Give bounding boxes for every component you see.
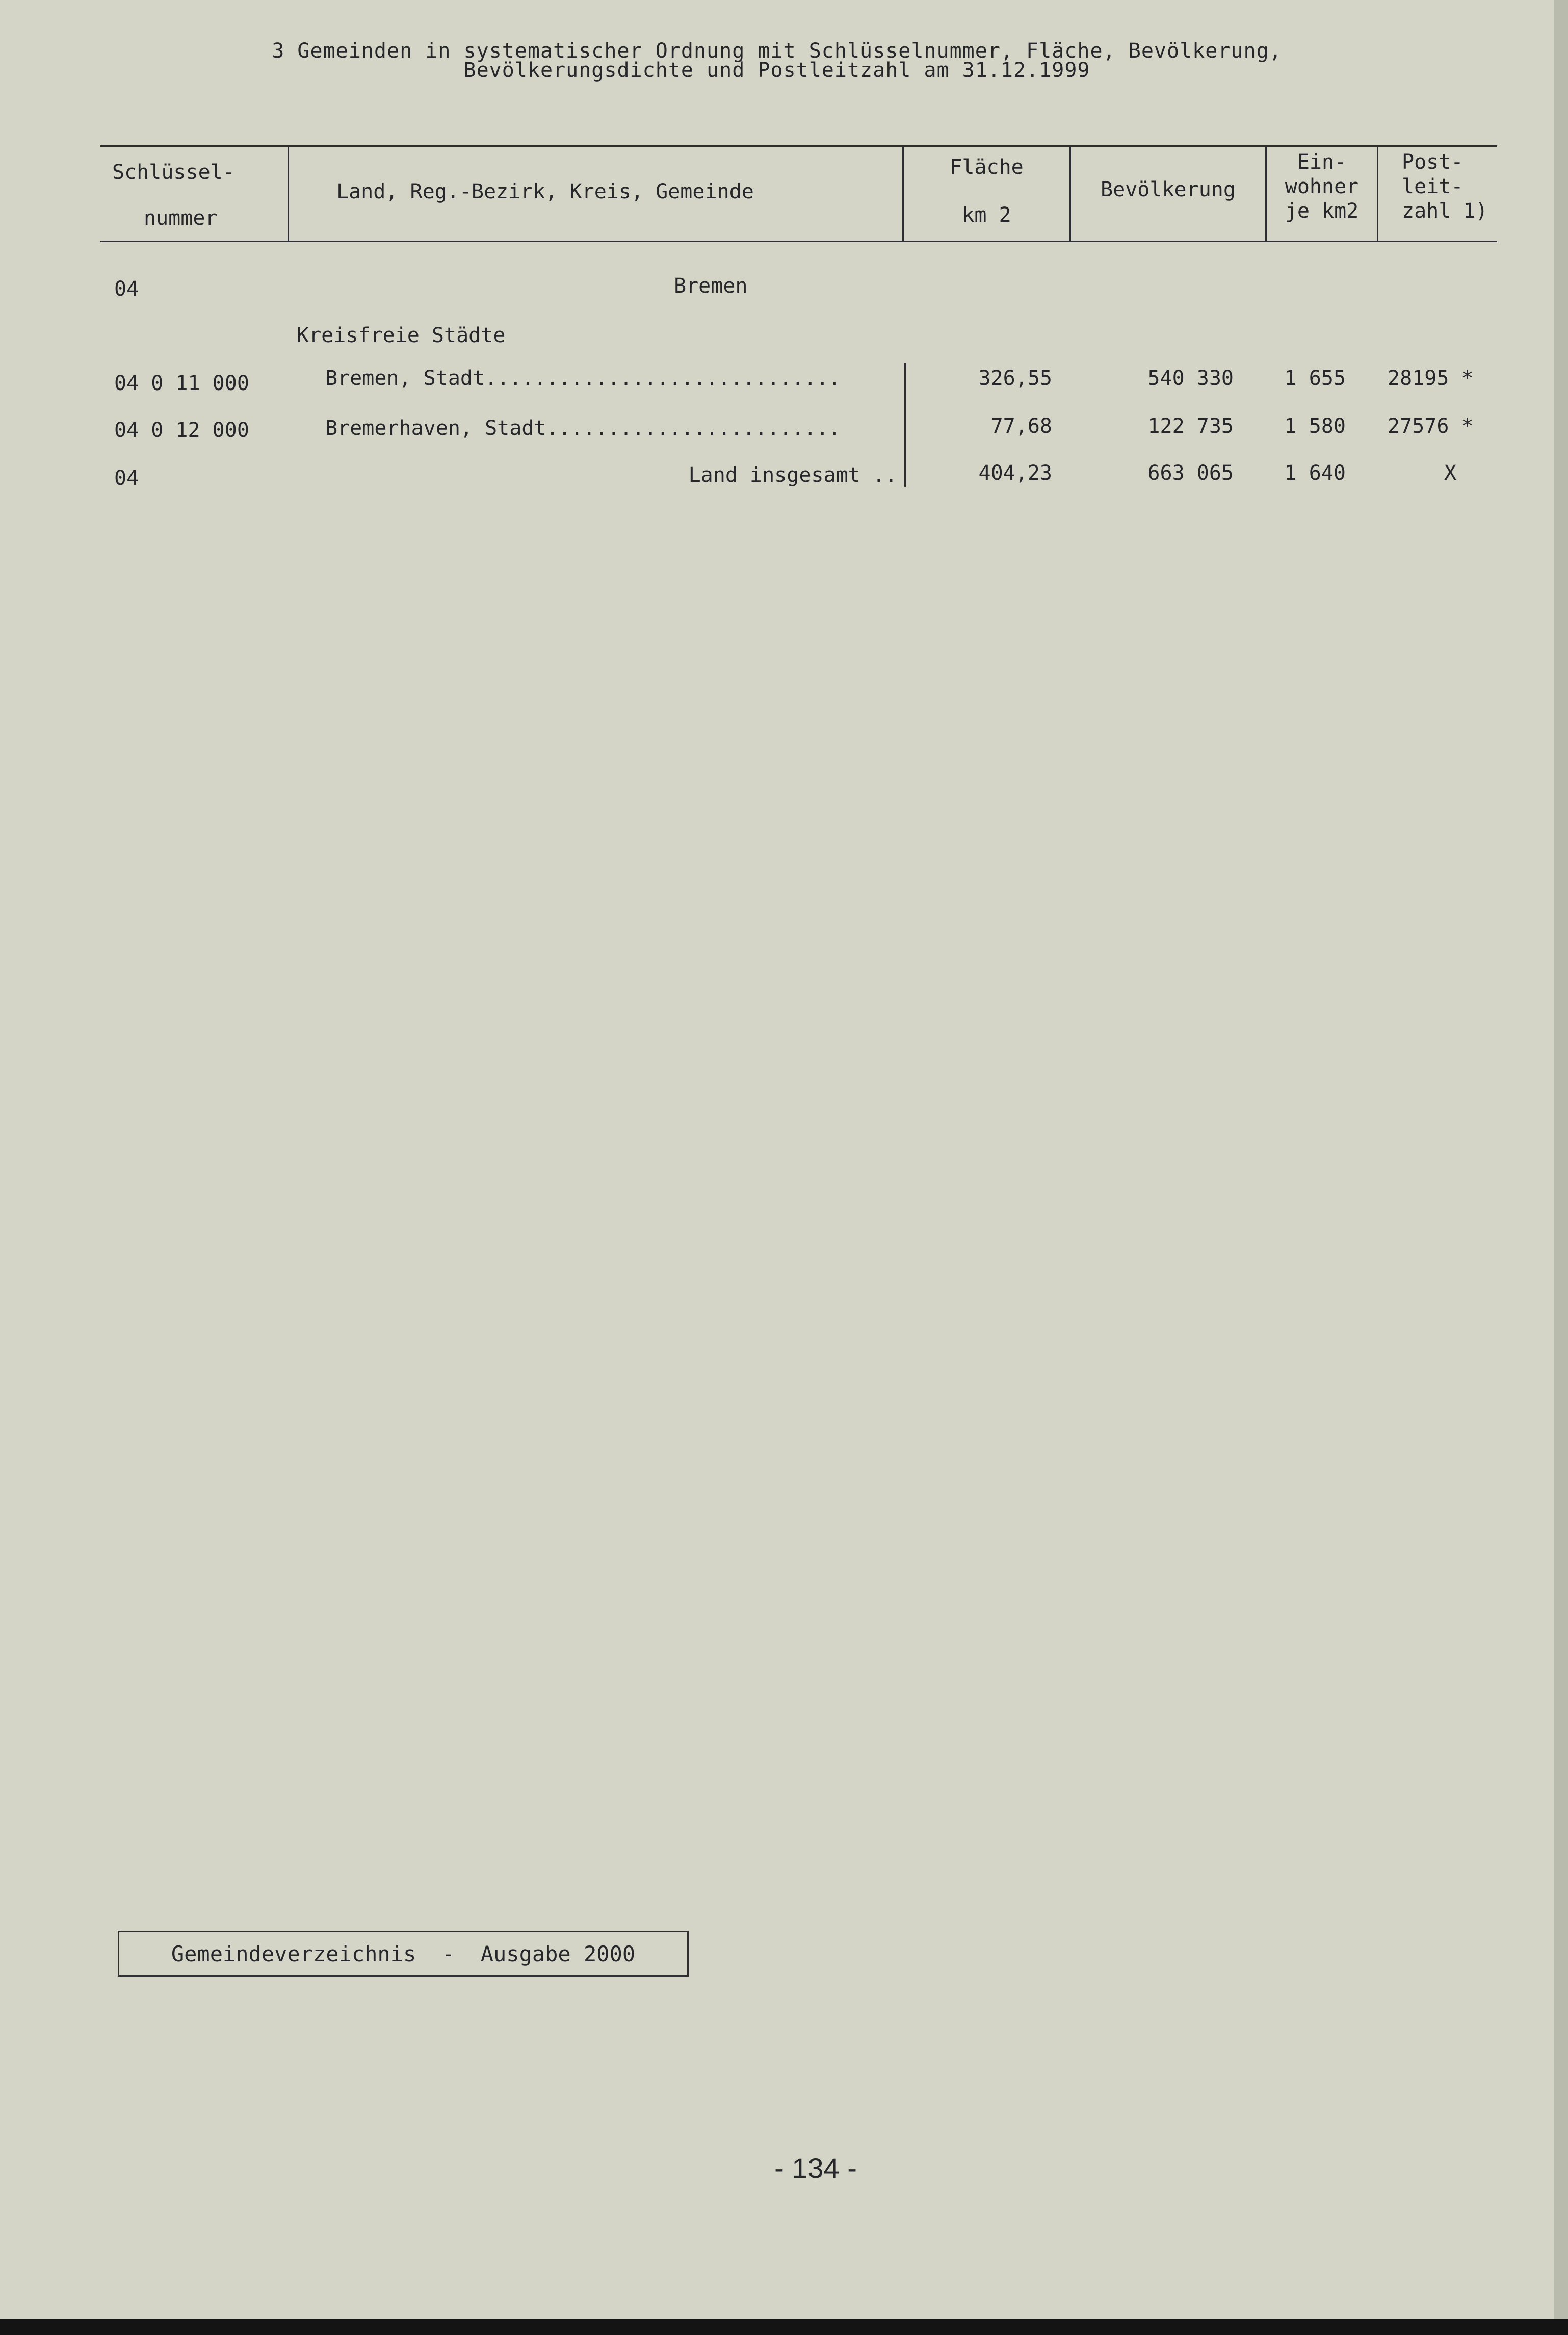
column-divider <box>1377 145 1378 242</box>
row-population: 122 735 <box>1147 414 1234 438</box>
column-divider <box>288 145 289 242</box>
page-title-line-1: 3 Gemeinden in systematischer Ordnung mit Schlüsselnummer, Fläche, Bevölkerung, <box>272 39 1282 63</box>
header-einwohner-line-3: je km2 <box>1285 199 1359 223</box>
header-post-line-3: zahl 1) <box>1402 199 1488 223</box>
header-einwohner-line-1: Ein- <box>1297 150 1347 174</box>
row-postcode: 27576 * <box>1388 414 1474 438</box>
table-top-rule <box>100 145 1497 147</box>
header-post-line-2: leit- <box>1402 175 1464 198</box>
page-title-line-2: Bevölkerungsdichte und Postleitzahl am 31.12.1999 <box>463 59 1090 82</box>
header-schluessel-line-1: Schlüssel- <box>112 161 235 184</box>
page-number: - 134 - <box>774 2152 857 2184</box>
data-column-divider <box>904 363 906 487</box>
header-land: Land, Reg.-Bezirk, Kreis, Gemeinde <box>336 180 754 203</box>
header-flaeche-line-2: km 2 <box>962 203 1011 227</box>
row-name: Bremerhaven, Stadt........................ <box>325 418 841 438</box>
table-header-bottom-rule <box>100 241 1497 242</box>
scan-edge-bottom <box>0 2319 1568 2335</box>
header-einwohner-line-2: wohner <box>1285 175 1359 198</box>
publication-label: Gemeindeverzeichnis - Ausgabe 2000 <box>171 1941 636 1966</box>
total-key: 04 <box>114 466 139 490</box>
row-postcode: 28195 * <box>1388 367 1474 390</box>
section-subheading: Kreisfreie Städte <box>297 324 506 347</box>
total-population: 663 065 <box>1147 461 1234 485</box>
scan-edge-right <box>1554 0 1568 2335</box>
section-name: Bremen <box>674 274 748 298</box>
header-schluessel-line-2: nummer <box>144 206 218 230</box>
header-bevoelkerung: Bevölkerung <box>1101 178 1236 201</box>
section-code: 04 <box>114 277 139 301</box>
total-postcode: X <box>1444 461 1457 485</box>
row-key: 04 0 12 000 <box>114 419 249 442</box>
header-flaeche-line-1: Fläche <box>950 155 1024 179</box>
row-density: 1 655 <box>1284 367 1346 390</box>
row-population: 540 330 <box>1147 367 1234 390</box>
total-label: Land insgesamt .. <box>688 463 897 487</box>
publication-label-box <box>118 1931 689 1977</box>
row-density: 1 580 <box>1284 414 1346 438</box>
total-area: 404,23 <box>978 461 1052 485</box>
header-post-line-1: Post- <box>1402 150 1464 174</box>
row-key: 04 0 11 000 <box>114 372 249 395</box>
row-area: 326,55 <box>978 367 1052 390</box>
row-name: Bremen, Stadt............................. <box>325 368 841 388</box>
total-density: 1 640 <box>1284 461 1346 485</box>
row-area: 77,68 <box>990 414 1052 438</box>
